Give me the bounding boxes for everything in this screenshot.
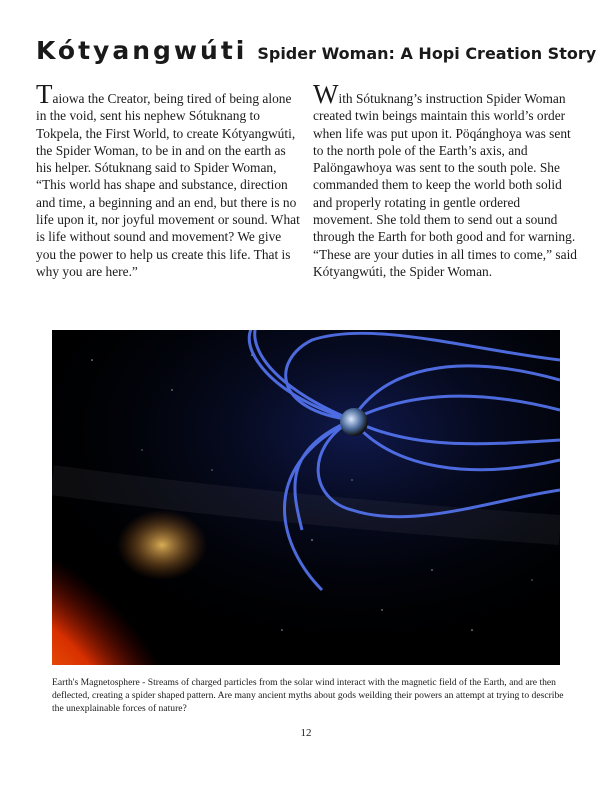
title-main: Kótyangwúti [36, 36, 248, 65]
page-title [36, 36, 596, 65]
page-number: 12 [300, 727, 312, 739]
paragraph-text: ith Sótuknang’s instruction Spider Woman created twin beings maintain this world’s order when life was put upon it. Pöqánghoya was sent to the north pole of the Earth’s axis, and Palöngawhoya was sent to the south pole. She commanded them to keep the world both solid and properly rotating in gentle ordered movement. She told them to send out a sound through the Earth for both good and for warning. “These are your duties in all times to come,” said Kótyangwúti, the Spider Woman. [313, 91, 578, 279]
column-right [313, 79, 579, 280]
drop-cap: W [313, 79, 339, 109]
drop-cap: T [36, 79, 53, 109]
title-subtitle: Spider Woman: A Hopi Creation Story [257, 44, 597, 63]
paragraph-text: aiowa the Creator, being tired of being alone in the void, sent his nephew Sótuknang to Tokpela, the First World, to create Kótyangwúti, the Spider Woman, to be in and on the earth as his helper. Sótuknang said to Spider Woman, “This world has shape and substance, direction and time, a beginning and an end, but there is no life upon it, nor joyful movement or sound. What is life without sound and movement? We give you the power to help us create this life. That is why you are here.” [36, 91, 300, 279]
magnetosphere-image [52, 330, 560, 665]
column-left [36, 79, 302, 280]
figure-caption: Earth's Magnetosphere - Streams of charged particles from the solar wind interact with the magnetic field of the Earth, and are then deflected, creating a spider shaped pattern. Are many ancient myths about gods weilding their powers an attempt at trying to describe the unexplainable forces of nature? [52, 677, 564, 714]
